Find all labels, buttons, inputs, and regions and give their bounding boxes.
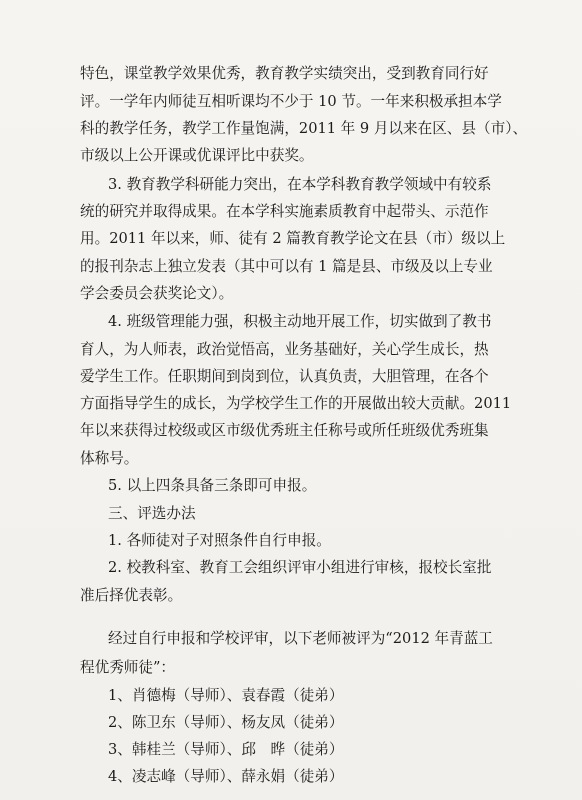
winner-line: 4、凌志峰（导师）、薛永娟（徒弟） bbox=[108, 768, 344, 785]
paragraph-5-line: 5. 以上四条具备三条即可申报。 bbox=[108, 477, 317, 494]
winner-line: 1、肖德梅（导师）、袁春霞（徒弟） bbox=[108, 687, 344, 704]
text-line: 的报刊杂志上独立发表（其中可以有 1 篇是县、市级及以上专业 bbox=[80, 258, 493, 275]
text-line: 方面指导学生的成长，为学校学生工作的开展做出较大贡献。2011 bbox=[80, 395, 512, 412]
paragraph-3-first-line: 3. 教育教学科研能力突出，在本学科教育教学领域中有较系 bbox=[108, 176, 492, 193]
result-paragraph-first-line: 经过自行申报和学校评审，以下老师被评为“2012 年青蓝工 bbox=[108, 630, 493, 647]
text-line: 市级以上公开课或优课评比中获奖。 bbox=[80, 147, 314, 164]
method-1-line: 1. 各师徒对子对照条件自行申报。 bbox=[108, 532, 331, 549]
winner-line: 2、陈卫东（导师）、杨友凤（徒弟） bbox=[108, 714, 344, 731]
text-line: 体称号。 bbox=[80, 450, 139, 467]
text-line: 年以来获得过校级或区市级优秀班主任称号或所任班级优秀班集 bbox=[80, 422, 489, 439]
winner-line: 3、韩桂兰（导师）、邱 晔（徒弟） bbox=[108, 741, 344, 758]
text-line: 学会委员会获奖论文）。 bbox=[80, 285, 234, 302]
paragraph-4-first-line: 4. 班级管理能力强，积极主动地开展工作，切实做到了教书 bbox=[108, 313, 492, 330]
text-line: 评。一学年内师徒互相听课均不少于 10 节。一年来积极承担本学 bbox=[80, 93, 502, 110]
text-line: 科的教学任务，教学工作量饱满，2011 年 9 月以来在区、县（市）、 bbox=[80, 120, 528, 137]
text-line: 特色，课堂教学效果优秀，教育教学实绩突出，受到教育同行好 bbox=[80, 65, 489, 82]
text-line: 爱学生工作。任职期间到岗到位，认真负责，大胆管理，在各个 bbox=[80, 368, 489, 385]
text-line: 用。2011 年以来，师、徒有 2 篇教育教学论文在县（市）级以上 bbox=[80, 230, 506, 247]
text-line: 育人，为人师表，政治觉悟高，业务基础好，关心学生成长，热 bbox=[80, 341, 489, 358]
text-line: 准后择优表彰。 bbox=[80, 587, 183, 604]
section-heading: 三、评选办法 bbox=[108, 505, 196, 522]
text-line: 程优秀师徒”： bbox=[80, 659, 176, 676]
method-2-first-line: 2. 校教科室、教育工会组织评审小组进行审核，报校长室批 bbox=[108, 559, 492, 576]
text-line: 统的研究并取得成果。在本学科实施素质教育中起带头、示范作 bbox=[80, 203, 489, 220]
